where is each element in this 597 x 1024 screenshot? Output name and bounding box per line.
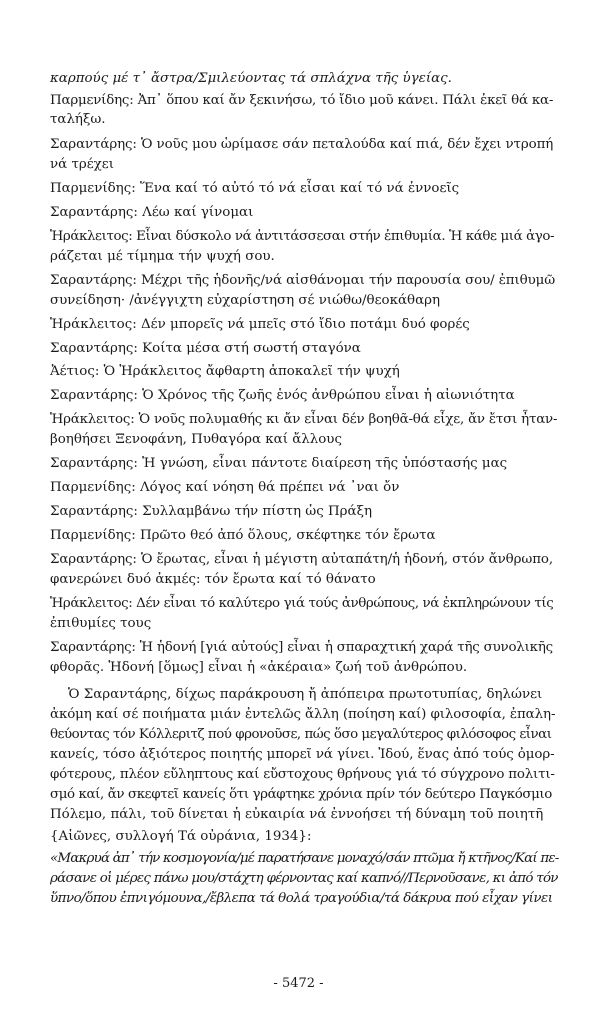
text-line: Ἡράκλειτος: Εἶναι δύσκολο νά ἀντιτάσσεσαι στήν ἐπιθυμία. Ἡ κάθε μιά ἀγο-: [50, 229, 555, 244]
text-line: Ἡράκλειτος: Ὁ νοῦς πολυμαθής κι ἄν εἶναι δέν βοηθᾶ-θά εἶχε, ἄν ἔτσι ἦταν-: [50, 412, 558, 427]
quote-line: ὕπνο/ὅπου ἐπνιγόμουνα,/ἔβλεπα τά θολά τραγούδια/τά δάκρυα πού εἶχαν γίνει: [50, 891, 553, 906]
quote-line: «Μακρυά ἀπ᾿ τήν κοσμογονία/μέ παρατήσανε μοναχό/σάν πτῶμα ἤ κτῆνος/Καί πε-: [50, 851, 559, 866]
text-line: Σαραντάρης: Μέχρι τῆς ἡδονῆς/νά αἰσθάνομαι τήν παρουσία σου/ ἐπιθυμῶ: [50, 273, 556, 288]
text-line: {Αἰῶνες, συλλογή Τά οὐράνια, 1934}:: [50, 829, 312, 844]
text-line: βοηθήσει Ξενοφάνη, Πυθαγόρα καί ἄλλους: [50, 432, 342, 447]
text-line: φθορᾶς. Ἡδονή [ὅμως] εἶναι ἡ «ἀκέραια» ζωή τοῦ ἀνθρώπου.: [50, 660, 468, 675]
text-line: καρπούς μέ τ᾿ ἄστρα/Σμιλεύοντας τά σπλάχνα τῆς ὑγείας.: [50, 71, 452, 86]
text-line: Παρμενίδης: Λόγος καί νόηση θά πρέπει νά ᾿ναι ὄν: [50, 480, 400, 495]
text-line: συνείδηση· /ἀνέγγιχτη εὐχαρίστηση σέ νιώθω/θεοκάθαρη: [50, 293, 441, 308]
text-line: Παρμενίδης: Πρῶτο θεό ἀπό ὅλους, σκέφτηκε τόν ἔρωτα: [50, 528, 436, 543]
text-line: σμό καί, ἄν σκεφτεῖ κανείς ὅτι γράφτηκε χρόνια πρίν τόν δεύτερο Παγκόσμιο: [50, 787, 552, 802]
text-line: Ἡράκλειτος: Δέν εἶναι τό καλύτερο γιά τούς ἀνθρώπους, νά ἐκπληρώνουν τίς: [50, 596, 554, 611]
text-line: ἀκόμη καί σέ ποιήματα μιάν ἐντελῶς ἄλλη (ποίηση καί) φιλοσοφία, ἐπαλη-: [50, 707, 556, 722]
text-line: ταλήξω.: [50, 112, 106, 127]
text-line: νά τρέχει: [50, 157, 114, 172]
text-line: Ἀέτιος: Ὁ Ἡράκλειτος ἄφθαρτη ἀποκαλεῖ τήν ψυχή: [50, 364, 400, 379]
text-line: Σαραντάρης: Συλλαμβάνω τήν πίστη ὡς Πράξη: [50, 504, 372, 519]
text-line: Σαραντάρης: Ἡ ἡδονή [γιά αὐτούς] εἶναι ἡ σπαραχτική χαρά τῆς συνολικῆς: [50, 640, 553, 655]
text-line: Σαραντάρης: Λέω καί γίνομαι: [50, 205, 254, 220]
text-line: Σαραντάρης: Ἡ γνώση, εἶναι πάντοτε διαίρεση τῆς ὑπόστασής μας: [50, 456, 508, 471]
text-line: Παρμενίδης: Ἀπ᾿ ὅπου καί ἄν ξεκινήσω, τό ἴδιο μοῦ κάνει. Πάλι ἐκεῖ θά κα-: [50, 93, 554, 108]
page-number: - 5472 -: [273, 976, 324, 991]
text-line: φανερώνει δυό ἀκμές: τόν ἔρωτα καί τό θάνατο: [50, 572, 376, 587]
quote-line: ράσανε οἱ μέρες πάνω μου/στάχτη φέρνοντας καί καπνό//Περνοῦσανε, κι ἀπό τόν: [50, 871, 558, 886]
text-line: Σαραντάρης: Ὁ νοῦς μου ὡρίμασε σάν πεταλούδα καί πιά, δέν ἔχει ντροπή: [50, 137, 554, 152]
text-line: Σαραντάρης: Ὁ Χρόνος τῆς ζωῆς ἑνός ἀνθρώπου εἶναι ἡ αἰωνιότητα: [50, 388, 515, 403]
text-line: ράζεται μέ τίμημα τήν ψυχή σου.: [50, 249, 275, 264]
text-line: ἐπιθυμίες τους: [50, 616, 152, 631]
text-line: Σαραντάρης: Ὁ ἔρωτας, εἶναι ἡ μέγιστη αὐταπάτη/ἡ ἡδονή, στόν ἄνθρωπο,: [50, 552, 554, 567]
text-line: φότερους, πλέον εὔληπτους καί εὔστοχους θρήνους γιά τό σύγχρονο πολιτι-: [50, 767, 555, 782]
text-line: θεύοντας τόν Κόλλεριτζ πού φρονοῦσε, πώς ὅσο μεγαλύτερος φιλόσοφος εἶναι: [50, 727, 552, 742]
paragraph-first-line: Ὁ Σαραντάρης, δίχως παράκρουση ἤ ἀπόπειρα πρωτοτυπίας, δηλώνει: [68, 687, 543, 702]
text-line: Ἡράκλειτος: Δέν μπορεῖς νά μπεῖς στό ἴδιο ποτάμι δυό φορές: [50, 317, 470, 332]
text-line: Σαραντάρης: Κοίτα μέσα στή σωστή σταγόνα: [50, 341, 361, 356]
text-line: Πόλεμο, πάλι, τοῦ δίνεται ἡ εὐκαιρία νά ἐννοήσει τή δύναμη τοῦ ποιητῆ: [50, 807, 544, 822]
text-line: Παρμενίδης: Ἕνα καί τό αὐτό τό νά εἶσαι καί τό νά ἐννοεῖς: [50, 181, 460, 196]
text-line: κανείς, τόσο ἀξιότερος ποιητής μπορεῖ νά γίνει. Ἰδού, ἕνας ἀπό τούς ὀμορ-: [50, 747, 555, 762]
